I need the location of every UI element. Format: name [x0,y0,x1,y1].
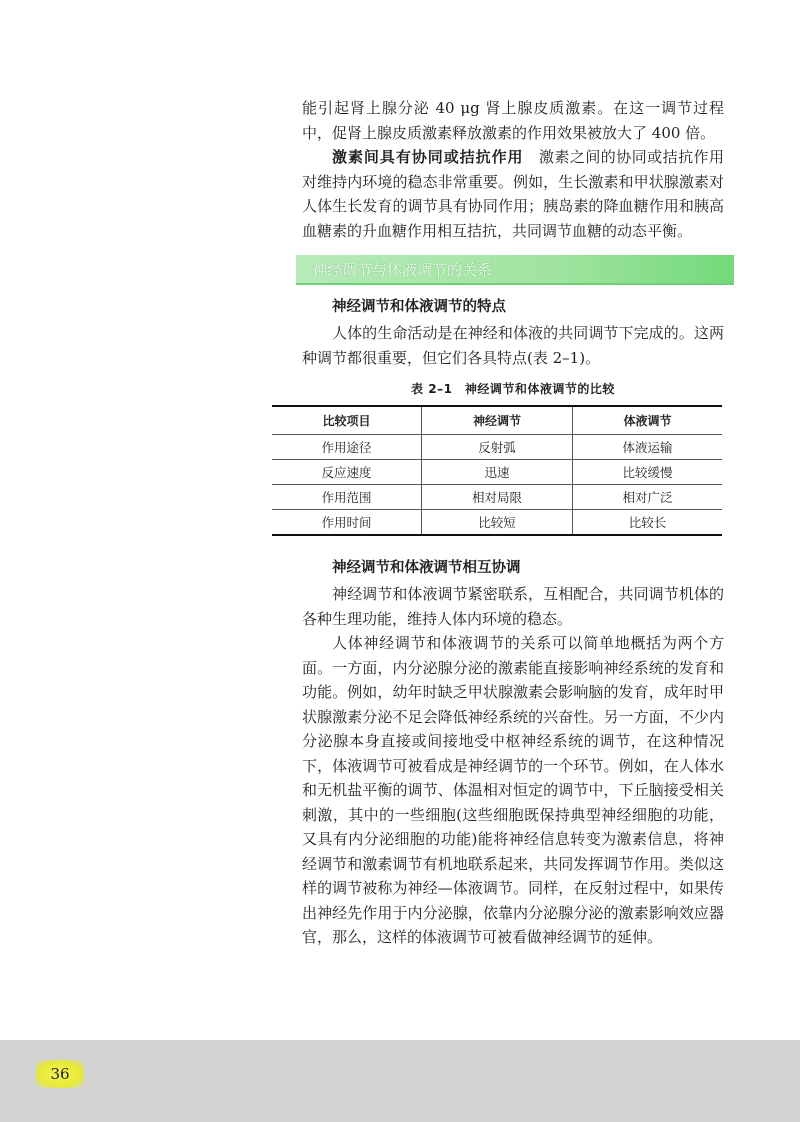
subheading-coordination: 神经调节和体液调节相互协调 [332,560,521,576]
table-row [272,435,722,460]
table-row [272,460,722,485]
table-row [272,485,722,510]
section-header-band [296,255,734,285]
inline-heading-synergy-antagonism: 激素间具有协同或拮抗作用 [332,148,524,166]
table-header-row [272,406,722,435]
table-cell: 比较短 [422,510,573,536]
section-title: 神经调节与体液调节的关系 [312,260,493,279]
paragraph-hormone-amplification: 能引起肾上腺分泌 40 μg 肾上腺皮质激素。在这一调节过程中，促肾上腺皮质激素释放激素的作用效果被放大了 400 倍。 [302,99,724,142]
table-header-cell: 比较项目 [272,406,422,435]
paragraph-hormone-interaction [302,145,724,243]
table-cell: 作用时间 [272,510,422,536]
page-content [302,96,724,950]
table-cell: 作用范围 [272,485,422,510]
table-cell: 相对局限 [422,485,573,510]
footer-band [0,1040,800,1122]
paragraph-characteristics: 人体的生命活动是在神经和体液的共同调节下完成的。这两种调节都很重要，但它们各具特点(表 2–1)。 [302,324,724,367]
table-caption: 表 2–1 神经调节和体液调节的比较 [411,382,615,396]
table-cell: 反应速度 [272,460,422,485]
table-cell: 比较缓慢 [572,460,722,485]
paragraph-hormone-interaction-text: 激素之间的协同或拮抗作用对维持内环境的稳态非常重要。例如，生长激素和甲状腺激素对人体生长发育的调节具有协同作用；胰岛素的降血糖作用和胰高血糖素的升血糖作用相互拮抗，共同调节血糖的动态平衡。 [302,148,724,240]
subheading-characteristics: 神经调节和体液调节的特点 [332,299,506,315]
page-number: 36 [36,1060,84,1088]
table-header-cell: 神经调节 [422,406,573,435]
table-cell: 作用途径 [272,435,422,460]
table-header-cell: 体液调节 [572,406,722,435]
spacer [302,536,724,550]
table-cell: 相对广泛 [572,485,722,510]
table-cell: 体液运输 [572,435,722,460]
table-row [272,510,722,536]
paragraph-relationship: 人体神经调节和体液调节的关系可以简单地概括为两个方面。一方面，内分泌腺分泌的激素能直接影响神经系统的发育和功能。例如，幼年时缺乏甲状腺激素会影响脑的发育，成年时甲状腺激素分泌不足会降低神经系统的兴奋性。另一方面，不少内分泌腺本身直接或间接地受中枢神经系统的调节，在这种情况下，体液调节可被看成是神经调节的一个环节。例如，在人体水和无机盐平衡的调节、体温相对恒定的调节中，下丘脑接受相关刺激，其中的一些细胞(这些细胞既保持典型神经细胞的功能，又具有内分泌细胞的功能)能将神经信息转变为激素信息，将神经调节和激素调节有机地联系起来，共同发挥调节作用。类似这样的调节被称为神经—体液调节。同样，在反射过程中，如果传出神经先作用于内分泌腺，依靠内分泌腺分泌的激素影响效应器官，那么，这样的体液调节可被看做神经调节的延伸。 [302,634,724,946]
table-cell: 迅速 [422,460,573,485]
comparison-table [272,405,722,536]
table-cell: 比较长 [572,510,722,536]
paragraph-coordination: 神经调节和体液调节紧密联系，互相配合，共同调节机体的各种生理功能，维持人体内环境的稳态。 [302,585,724,628]
table-cell: 反射弧 [422,435,573,460]
